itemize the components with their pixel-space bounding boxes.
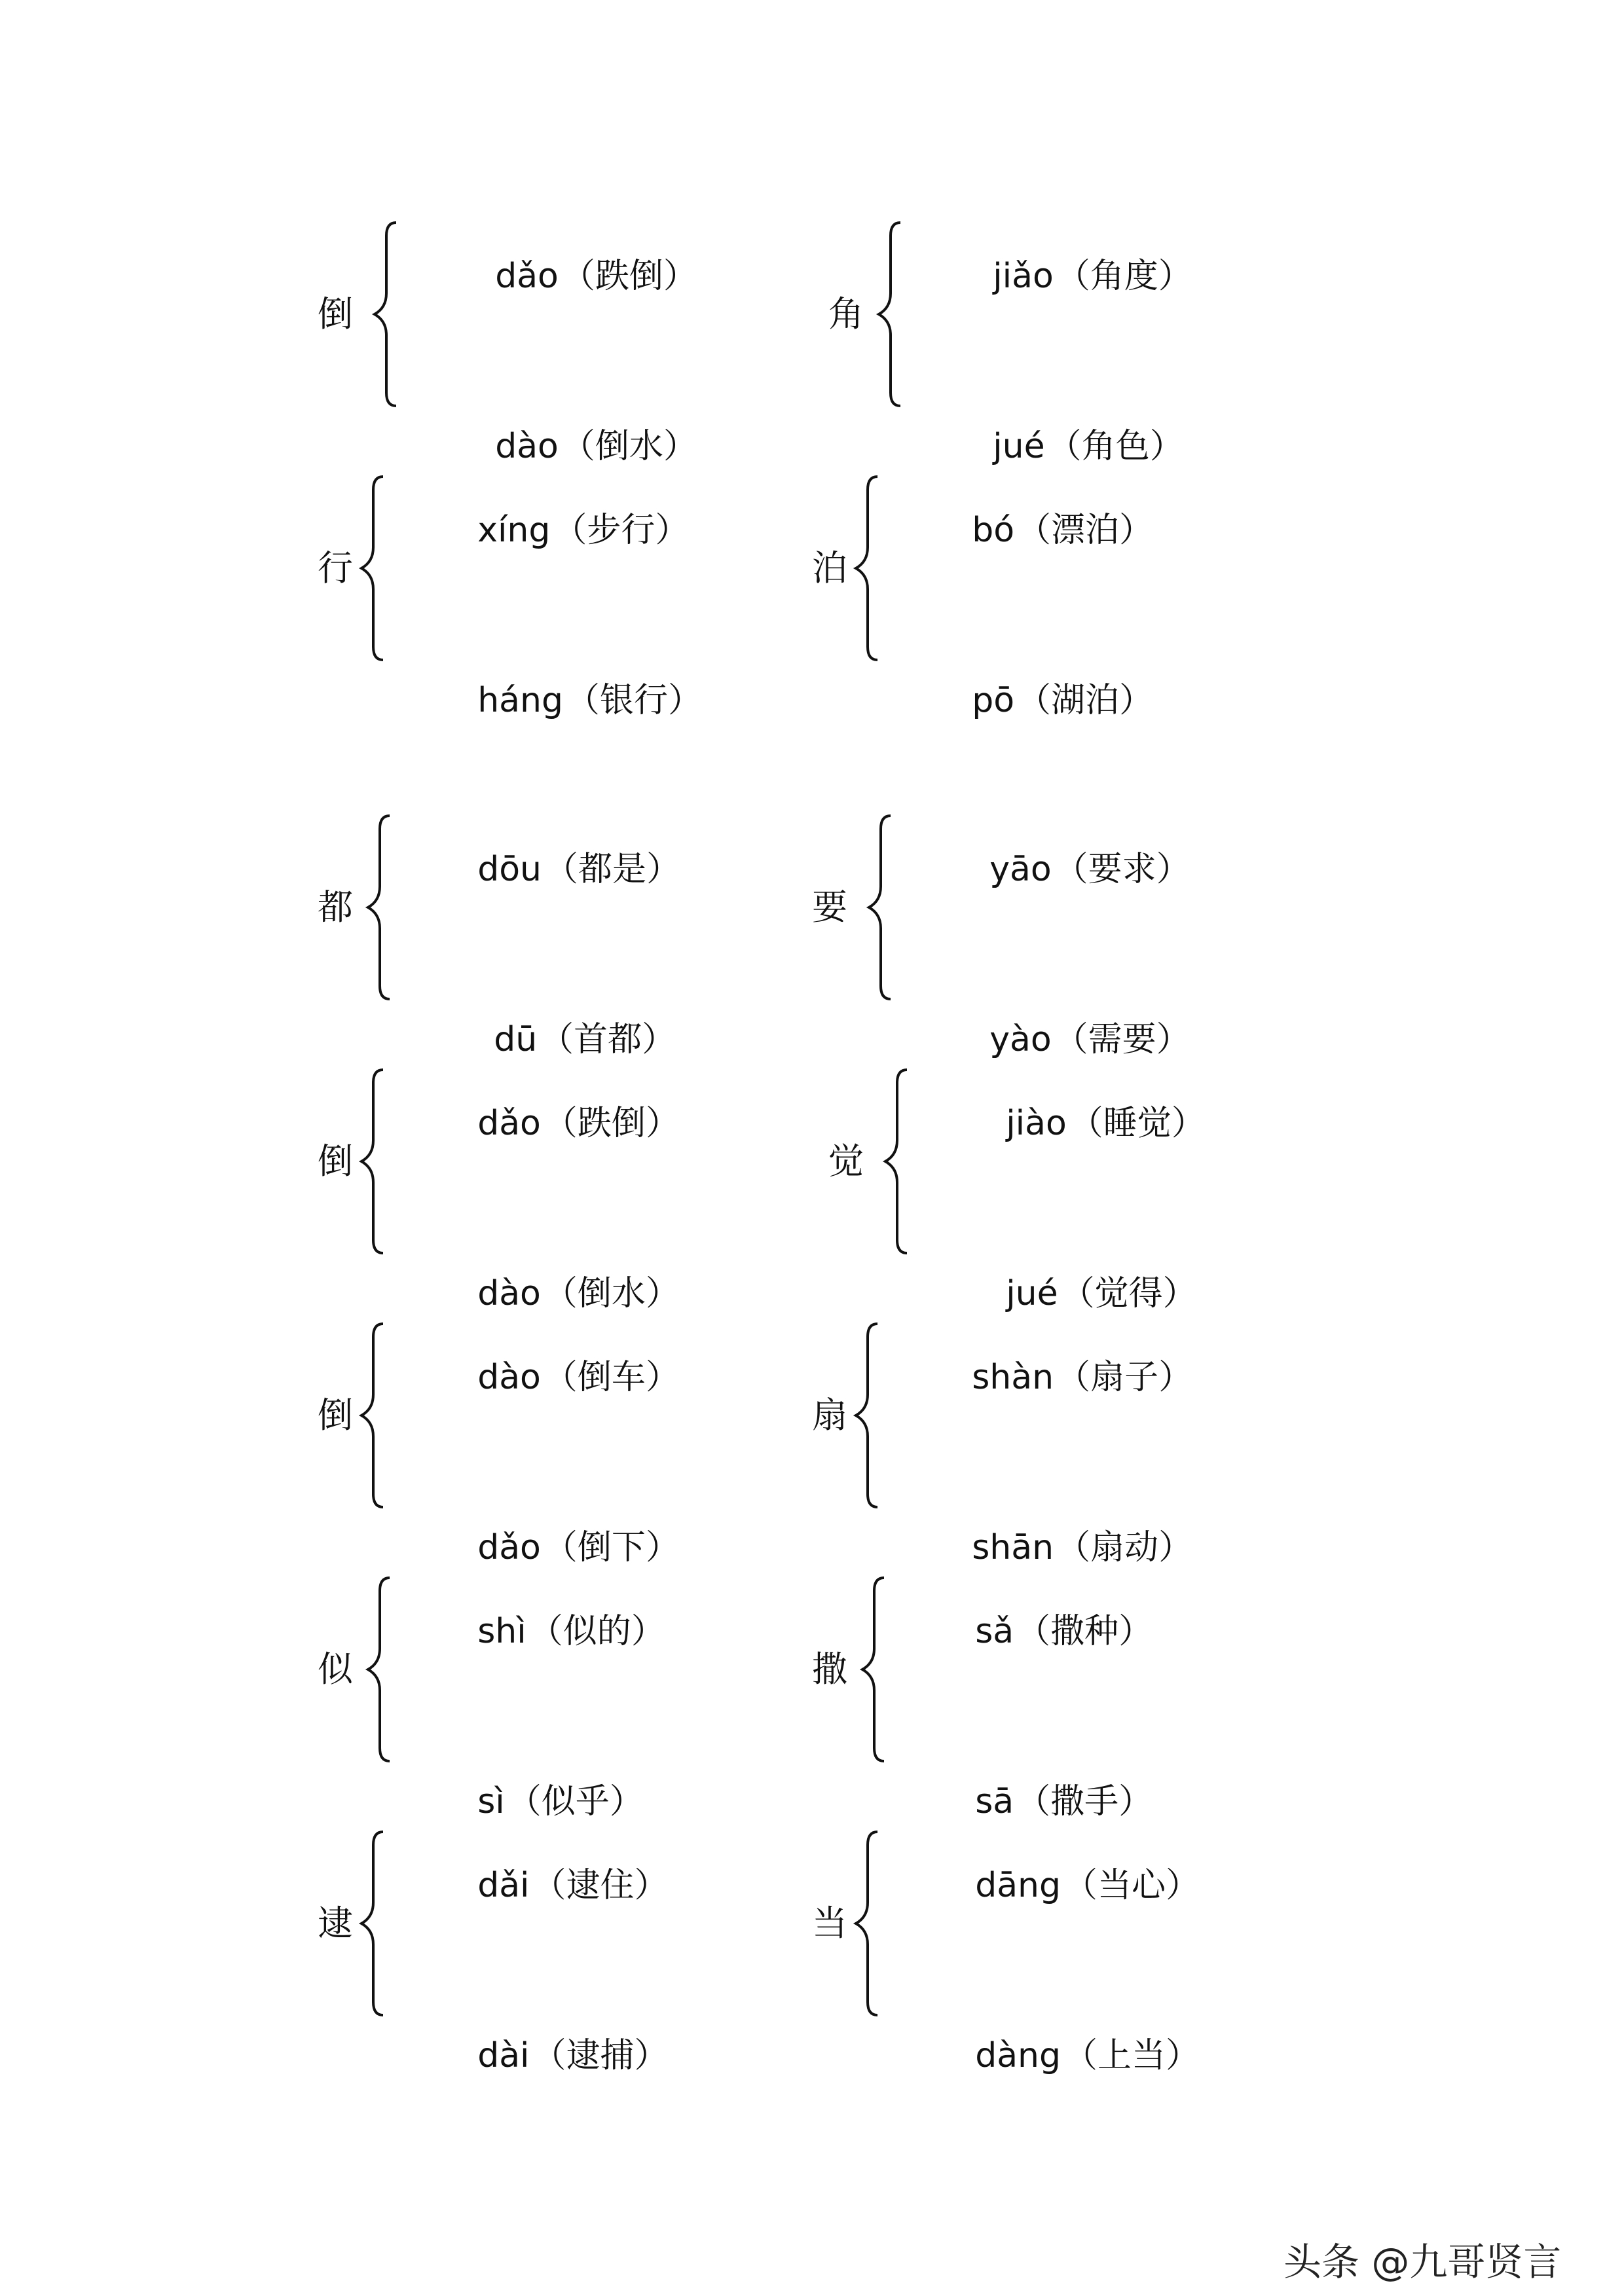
example-word: （上当）: [1063, 2036, 1200, 2075]
polyphone-group: [828, 1063, 1287, 1313]
pinyin: shān: [972, 1528, 1054, 1567]
reading-top: [925, 811, 1190, 928]
polyphone-character: 倒: [318, 293, 353, 335]
example-word: （漂泊）: [1017, 511, 1154, 550]
example-word: （似的）: [528, 1612, 665, 1651]
example-word: （似乎）: [507, 1782, 644, 1821]
polyphone-group: [318, 1063, 776, 1313]
pinyin: sā: [975, 1782, 1014, 1821]
polyphone-group: [812, 1571, 1270, 1821]
example-word: （角度）: [1056, 257, 1192, 296]
pinyin: dǎo: [477, 1104, 541, 1143]
pinyin: pō: [972, 681, 1015, 720]
example-word: （银行）: [565, 681, 702, 720]
pinyin: jiǎo: [993, 257, 1054, 296]
curly-brace-icon: [848, 1825, 881, 2022]
curly-brace-icon: [861, 809, 894, 1006]
polyphone-group: [812, 809, 1270, 1059]
polyphone-character: 都: [318, 886, 353, 928]
reading-top: [928, 217, 1192, 335]
pinyin: dāng: [975, 1866, 1061, 1905]
pinyin: dǎi: [477, 1866, 530, 1905]
polyphone-group: [318, 1317, 776, 1567]
curly-brace-icon: [354, 1063, 386, 1260]
example-word: （需要）: [1054, 1020, 1190, 1059]
reading-top: [413, 1319, 680, 1436]
example-word: （跌倒）: [543, 1104, 680, 1143]
polyphone-group: [318, 1825, 776, 2075]
pinyin: dài: [477, 2036, 530, 2075]
pinyin: dǎo: [495, 257, 559, 296]
example-word: （扇动）: [1056, 1528, 1193, 1567]
pinyin: shàn: [972, 1358, 1054, 1397]
example-word: （跌倒）: [561, 257, 697, 296]
pinyin: xíng: [477, 511, 551, 550]
polyphone-group: [812, 1317, 1270, 1567]
example-word: （倒水）: [543, 1274, 680, 1313]
watermark: 头条 @九哥贤言: [1283, 2240, 1562, 2284]
polyphone-character: 角: [828, 293, 864, 335]
polyphone-group: [318, 216, 776, 466]
pinyin: dàng: [975, 2036, 1061, 2075]
example-word: （角色）: [1047, 427, 1184, 466]
reading-top: [910, 1827, 1200, 1944]
curly-brace-icon: [354, 1825, 386, 2022]
pinyin: jiào: [1006, 1104, 1067, 1143]
example-word: （倒水）: [561, 427, 697, 466]
pinyin: dū: [494, 1020, 538, 1059]
example-word: （倒下）: [543, 1528, 680, 1567]
curly-brace-icon: [367, 216, 399, 412]
polyphone-character: 逮: [318, 1903, 353, 1944]
polyphone-group: [812, 470, 1270, 720]
curly-brace-icon: [354, 470, 386, 666]
reading-top: [413, 811, 680, 928]
example-word: （首都）: [540, 1020, 676, 1059]
reading-bottom: [907, 642, 1153, 759]
example-word: （逮住）: [532, 1866, 669, 1905]
curly-brace-icon: [848, 470, 881, 666]
example-word: （倒车）: [543, 1358, 680, 1397]
pinyin: shì: [477, 1612, 526, 1651]
pinyin: sì: [477, 1782, 505, 1821]
example-word: （当心）: [1063, 1866, 1200, 1905]
curly-brace-icon: [877, 1063, 910, 1260]
pinyin: jué: [993, 427, 1045, 466]
reading-top: [907, 471, 1153, 589]
curly-brace-icon: [360, 809, 393, 1006]
polyphone-character: 似: [318, 1649, 353, 1690]
pinyin: yāo: [989, 850, 1052, 889]
example-word: （撒手）: [1016, 1782, 1153, 1821]
example-word: （都是）: [544, 850, 680, 889]
reading-top: [941, 1065, 1206, 1182]
polyphone-character: 倒: [318, 1394, 353, 1436]
pinyin: háng: [477, 681, 563, 720]
reading-bottom: [910, 1997, 1200, 2115]
pinyin: dōu: [477, 850, 542, 889]
polyphone-character: 行: [318, 547, 353, 589]
polyphone-group: [318, 1571, 776, 1821]
polyphone-character: 要: [812, 886, 847, 928]
curly-brace-icon: [848, 1317, 881, 1514]
polyphone-group: [318, 809, 776, 1059]
curly-brace-icon: [360, 1571, 393, 1768]
curly-brace-icon: [855, 1571, 887, 1768]
reading-top: [430, 217, 697, 335]
curly-brace-icon: [871, 216, 904, 412]
pinyin: sǎ: [975, 1612, 1014, 1651]
example-word: （逮捕）: [532, 2036, 669, 2075]
example-word: （步行）: [553, 511, 690, 550]
polyphone-character: 当: [812, 1903, 847, 1944]
pinyin: dào: [477, 1358, 541, 1397]
pinyin: bó: [972, 511, 1015, 550]
reading-top: [413, 1573, 665, 1690]
polyphone-group: [318, 470, 776, 720]
reading-top: [413, 1065, 680, 1182]
pinyin: jué: [1006, 1274, 1058, 1313]
example-word: （觉得）: [1060, 1274, 1197, 1313]
reading-top: [413, 471, 689, 589]
polyphone-group: [812, 1825, 1270, 2075]
curly-brace-icon: [354, 1317, 386, 1514]
polyphone-character: 觉: [828, 1140, 864, 1182]
polyphone-character: 扇: [812, 1394, 847, 1436]
example-word: （睡觉）: [1069, 1104, 1206, 1143]
polyphone-group: [828, 216, 1287, 466]
example-word: （要求）: [1054, 850, 1190, 889]
example-word: （扇子）: [1056, 1358, 1193, 1397]
reading-top: [413, 1827, 669, 1944]
reading-top: [907, 1319, 1192, 1436]
polyphone-character: 撒: [812, 1649, 847, 1690]
example-word: （撒种）: [1016, 1612, 1153, 1651]
reading-top: [910, 1573, 1153, 1690]
example-word: （湖泊）: [1017, 681, 1154, 720]
pinyin: dào: [477, 1274, 541, 1313]
reading-bottom: [413, 1997, 669, 2115]
polyphone-character: 泊: [812, 547, 847, 589]
pinyin: dào: [495, 427, 559, 466]
reading-bottom: [413, 642, 702, 759]
polyphone-character: 倒: [318, 1140, 353, 1182]
pinyin: yào: [989, 1020, 1052, 1059]
pinyin: dǎo: [477, 1528, 541, 1567]
